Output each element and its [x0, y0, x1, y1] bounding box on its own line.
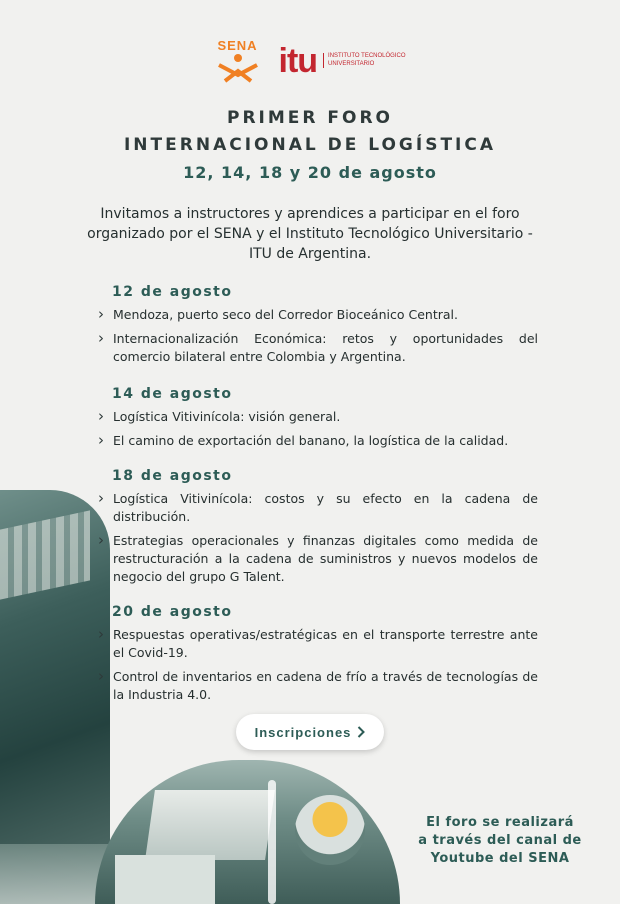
page-title-line-2: INTERNACIONAL DE LOGÍSTICA [123, 135, 497, 155]
cardboard-box-image [145, 790, 275, 860]
schedule-day-4 [98, 604, 538, 704]
intro-text: Invitamos a instructores y aprendices a participar en el foro organizado por el SENA y el Instituto Tecnológico Universitario - ITU de Argentina. [87, 206, 533, 262]
broadcast-note-line-3: Youtube del SENA [430, 851, 570, 866]
day-heading: 20 de agosto [112, 604, 233, 620]
day-heading: 14 de agosto [112, 386, 233, 402]
warehouse-photo-left [0, 490, 110, 904]
broadcast-note-line-1: El foro se realizará [426, 815, 574, 830]
day-heading: 18 de agosto [112, 468, 233, 484]
itu-logo [278, 41, 406, 80]
list-item: › Logística Vitivinícola: visión general. [98, 408, 538, 426]
sena-logo-text: SENA [217, 38, 258, 53]
schedule-day-3 [98, 468, 538, 586]
list-item: › Respuestas operativas/estratégicas en el transporte terrestre ante el Covid-19. [98, 626, 538, 662]
pallet-image [115, 855, 215, 904]
photo-divider [268, 780, 276, 904]
itu-logo-subtitle [323, 53, 405, 67]
itu-logo-text: itu [278, 41, 318, 80]
list-item: › Mendoza, puerto seco del Corredor Bioceánico Central. [98, 306, 538, 324]
logo-bar [0, 38, 620, 83]
broadcast-note [400, 814, 600, 868]
page-title-line-1: PRIMER FORO [226, 108, 394, 128]
broadcast-note-line-2: a través del canal de [418, 833, 582, 848]
inscripciones-button[interactable] [236, 714, 384, 750]
logistics-photo-bottom [95, 760, 400, 904]
sena-figure-icon [215, 53, 261, 83]
list-item: › Logística Vitivinícola: costos y su efecto en la cadena de distribución. [98, 490, 538, 526]
schedule-day-1 [98, 284, 538, 366]
list-item: › Estrategias operacionales y finanzas digitales como medida de restructuración a la cadena de suministros y nuevos modelos de negocio del grupo G Talent. [98, 532, 538, 586]
event-dates: 12, 14, 18 y 20 de agosto [183, 163, 437, 182]
sena-logo [215, 38, 261, 83]
day-heading: 12 de agosto [112, 284, 233, 300]
itu-subtitle-line-1: INSTITUTO TECNOLÓGICO [328, 53, 406, 60]
itu-subtitle-line-2: UNIVERSITARIO [328, 60, 375, 67]
list-item: › Internacionalización Económica: retos y oportunidades del comercio bilateral entre Colombia y Argentina. [98, 330, 538, 366]
list-item: › El camino de exportación del banano, la logística de la calidad. [98, 432, 538, 450]
schedule-day-2 [98, 386, 538, 450]
chevron-right-icon [357, 726, 365, 738]
worker-helmet-image [295, 795, 365, 865]
inscripciones-label: Inscripciones [254, 724, 352, 740]
list-item: › Control de inventarios en cadena de frío a través de tecnologías de la Industria 4.0. [98, 668, 538, 704]
